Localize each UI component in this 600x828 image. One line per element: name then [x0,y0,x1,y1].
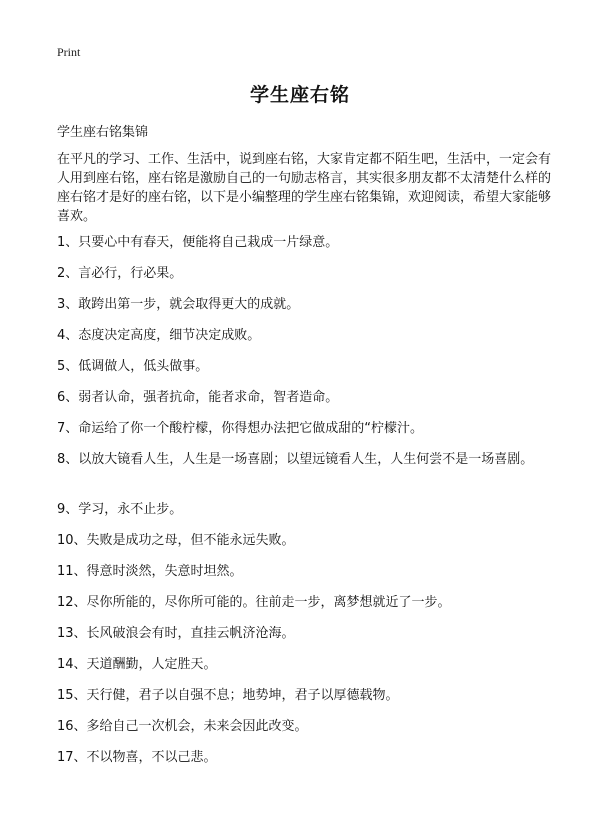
list-item: 8、以放大镜看人生，人生是一场喜剧；以望远镜看人生，人生何尝不是一场喜剧。 [57,452,534,467]
list-item: 3、敢跨出第一步，就会取得更大的成就。 [57,297,300,312]
list-item: 10、失败是成功之母，但不能永远失败。 [57,533,295,548]
motto-list [57,233,562,779]
list-item: 13、长风破浪会有时，直挂云帆济沧海。 [57,626,295,641]
intro-paragraph: 在平凡的学习、工作、生活中，说到座右铭，大家肯定都不陌生吧，生活中，一定会有人用到座右铭，座右铭是激励自己的一句励志格言，其实很多朋友都不太清楚什么样的座右铭才是好的座右铭，以下是小编整理的学生座右铭集锦，欢迎阅读，希望大家能够喜欢。 [57,152,552,224]
list-item: 4、态度决定高度，细节决定成败。 [57,328,261,343]
list-item: 1、只要心中有春天，便能将自己栽成一片绿意。 [57,235,339,250]
list-item: 5、低调做人，低头做事。 [57,359,209,374]
list-item: 17、不以物喜，不以己悲。 [57,750,217,765]
list-item: 9、学习，永不止步。 [57,502,183,517]
list-item: 2、言必行，行必果。 [57,266,183,281]
list-item: 16、多给自己一次机会，未来会因此改变。 [57,719,308,734]
list-item: 14、天道酬勤，人定胜天。 [57,657,217,672]
page-title: 学生座右铭 [249,84,350,106]
list-item: 7、命运给了你一个酸柠檬，你得想办法把它做成甜的“柠檬汁。 [57,421,424,436]
list-item: 11、得意时淡然，失意时坦然。 [57,564,243,579]
section-subtitle: 学生座右铭集锦 [57,125,149,140]
print-link[interactable]: Print [57,45,81,59]
list-item: 12、尽你所能的，尽你所可能的。往前走一步，离梦想就近了一步。 [57,595,451,610]
list-item: 15、天行健，君子以自强不息；地势坤，君子以厚德载物。 [57,688,399,703]
list-item: 6、弱者认命，强者抗命，能者求命，智者造命。 [57,390,339,405]
